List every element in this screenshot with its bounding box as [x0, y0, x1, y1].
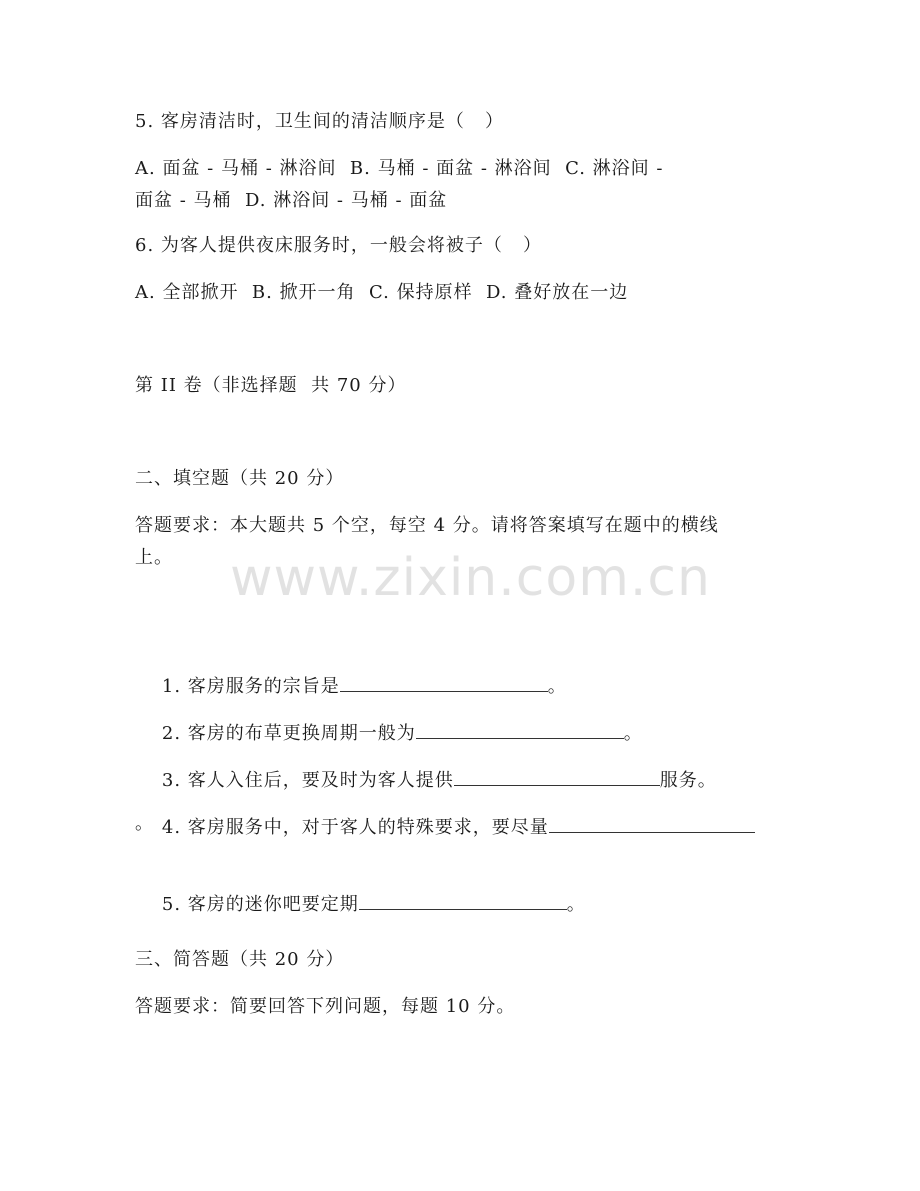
question-5-options-line2: 面盆 - 马桶 D. 淋浴间 - 马桶 - 面盆	[135, 190, 448, 211]
short-answer-heading: 三、简答题（共 20 分）	[135, 949, 345, 970]
fill-blank-item-text: 1. 客房服务的宗旨是	[161, 676, 340, 697]
fill-blank-instructions-line2: 上。	[135, 547, 173, 568]
fill-blank-item-suffix: 。	[566, 894, 586, 915]
fill-blank-item-4-continuation: 。	[135, 813, 154, 834]
answer-blank[interactable]	[359, 887, 567, 910]
fill-blank-item-text: 2. 客房的布草更换周期一般为	[161, 723, 416, 744]
watermark: www.zixin.com.cn	[230, 548, 711, 608]
fill-blank-item-suffix: 。	[623, 723, 643, 744]
question-5-options-line1: A. 面盆 - 马桶 - 淋浴间 B. 马桶 - 面盆 - 淋浴间 C. 淋浴间 -	[135, 158, 664, 179]
section-2-title: 第 II 卷（非选择题 共 70 分）	[135, 375, 407, 396]
fill-blank-item-text: 4. 客房服务中，对于客人的特殊要求，要尽量	[161, 817, 549, 838]
fill-blank-item-text: 3. 客人入住后，要及时为客人提供	[161, 770, 454, 791]
question-6-options: A. 全部掀开 B. 掀开一角 C. 保持原样 D. 叠好放在一边	[135, 282, 629, 303]
fill-blank-item-suffix: 。	[547, 676, 567, 697]
fill-blank-heading: 二、填空题（共 20 分）	[135, 468, 345, 489]
short-answer-instructions: 答题要求：简要回答下列问题，每题 10 分。	[135, 996, 516, 1017]
fill-blank-item-suffix: 服务。	[659, 770, 717, 791]
question-6-stem: 6. 为客人提供夜床服务时，一般会将被子（ ）	[135, 235, 543, 256]
fill-blank-item-text: 5. 客房的迷你吧要定期	[161, 894, 359, 915]
question-5-stem: 5. 客房清洁时，卫生间的清洁顺序是（ ）	[135, 111, 505, 132]
fill-blank-instructions-line1: 答题要求：本大题共 5 个空，每空 4 分。请将答案填写在题中的横线	[135, 515, 719, 536]
